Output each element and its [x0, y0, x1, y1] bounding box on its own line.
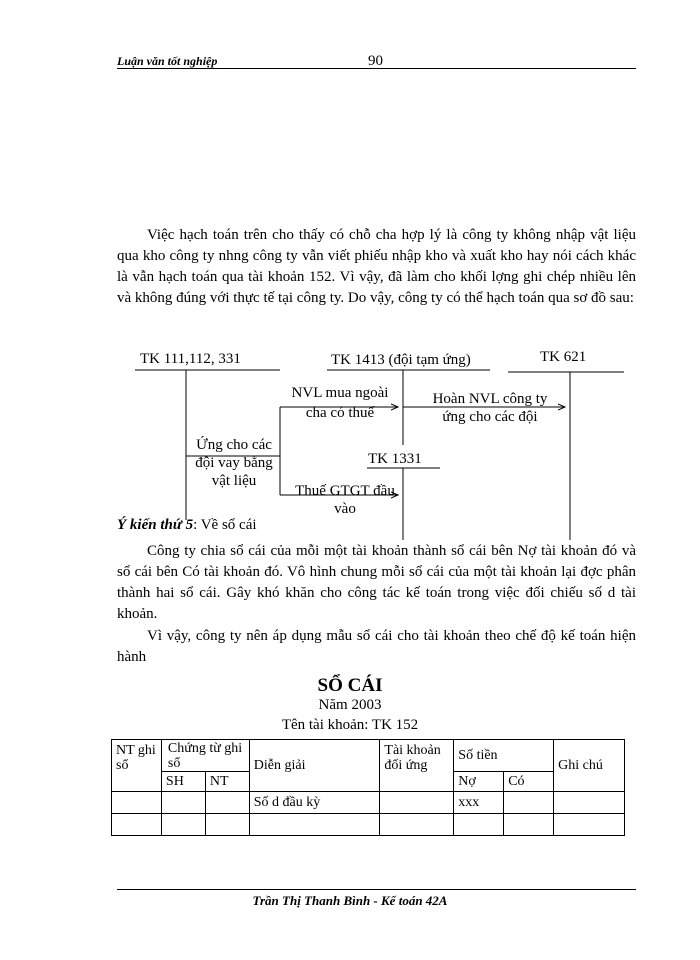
flow-nvl-line2: cha có thuế: [305, 405, 375, 421]
table-cell: [380, 792, 454, 814]
flow-ung-line3: vật liệu: [211, 473, 257, 489]
table-cell: [504, 792, 554, 814]
table-cell: [112, 814, 162, 836]
col-no: Nợ: [454, 772, 504, 792]
col-co: Có: [504, 772, 554, 792]
flow-hoan-label: [425, 390, 555, 426]
flow-thue-line1: Thuế GTGT đầu: [295, 483, 395, 499]
flow-ung-label: [188, 436, 280, 490]
col-nt-ghi-so: NT ghi sổ: [112, 740, 162, 792]
section-title: : Về sổ cái: [193, 517, 257, 533]
table-cell: [554, 814, 625, 836]
page-number: 90: [368, 53, 383, 69]
recommendation-paragraph: [117, 626, 636, 668]
paragraph-3: Vì vậy, công ty nên áp dụng mẫu sổ cái cho tài khoản theo chế độ kế toán hiện hành: [117, 628, 636, 665]
header-rule: [117, 68, 636, 69]
section-label: Ý kiến thứ 5: [117, 517, 194, 533]
col-so-tien: Số tiền: [454, 740, 554, 772]
header-title: Luận văn tốt nghiệp: [117, 54, 218, 68]
paragraph-2: Công ty chia sổ cái của mỗi một tài khoản thành sổ cái bên Nợ tài khoản đó và sổ cái bên Có tài khoản đó. Vô hình chung mỗi sổ cái của một tài khoản lại đợc phân thành hai sổ cái. Gây khó khăn cho công tác kế toán trong việc đối chiếu số d tài khoản.: [117, 543, 636, 622]
ledger-table: [111, 739, 625, 836]
flow-thue-label: [285, 482, 405, 518]
flow-thue-line2: vào: [334, 501, 356, 517]
col-tk-doi-ung: Tài khoản đối ứng: [380, 740, 454, 792]
intro-text: Việc hạch toán trên cho thấy có chỗ cha hợp lý là công ty không nhập vật liệu qua kho công ty nhng công ty vẫn viết phiếu nhập kho và xuất kho hay nói cách khác là vẫn hạch toán qua tài khoản 152. Vì vậy, đã làm cho khối lợng ghi chép nhiều lên và không đúng với thực tế tại công ty. Do vậy, công ty có thể hạch toán qua sơ đồ sau:: [117, 227, 636, 306]
table-row: [112, 792, 625, 814]
flow-nvl-line1: NVL mua ngoài: [291, 385, 389, 401]
tk1331-label: TK 1331: [368, 451, 422, 467]
col-sh: SH: [161, 772, 205, 792]
flow-nvl-label: [280, 384, 400, 422]
flow-ung-line1: Ứng cho các: [196, 437, 272, 453]
table-cell: [161, 814, 205, 836]
table-cell: [554, 792, 625, 814]
ledger-paragraph: [117, 541, 636, 625]
table-cell: [112, 792, 162, 814]
row1-dien-giai: Số d đầu kỳ: [249, 792, 380, 814]
col-nt: NT: [205, 772, 249, 792]
table-row: [112, 814, 625, 836]
col-ghi-chu: Ghi chú: [554, 740, 625, 792]
ledger-title: SỔ CÁI: [317, 675, 383, 696]
table-cell: [249, 814, 380, 836]
flow-hoan-line1: Hoàn NVL công ty: [432, 391, 548, 407]
tk111-label: TK 111,112, 331: [140, 351, 241, 367]
flow-hoan-line2: ứng cho các đội: [442, 409, 538, 425]
table-cell: [504, 814, 554, 836]
table-cell: [205, 792, 249, 814]
tk1413-label: TK 1413 (đội tạm ứng): [331, 352, 471, 368]
ledger-account: Tên tài khoản: TK 152: [281, 717, 419, 733]
row1-no: xxx: [454, 792, 504, 814]
ledger-header-row: [112, 740, 625, 772]
table-cell: [380, 814, 454, 836]
ledger-year: Năm 2003: [318, 697, 382, 713]
section-heading: [117, 517, 257, 534]
table-cell: [161, 792, 205, 814]
tk621-label: TK 621: [540, 349, 587, 365]
footer-author: Trần Thị Thanh Bình - Kế toán 42A: [252, 893, 448, 908]
footer-rule: [117, 889, 636, 890]
table-cell: [454, 814, 504, 836]
col-chung-tu: Chứng từ ghi sổ: [161, 740, 249, 772]
col-dien-giai: Diễn giải: [249, 740, 380, 792]
flow-ung-line2: đội vay bằng: [195, 455, 273, 471]
table-cell: [205, 814, 249, 836]
intro-paragraph: [117, 225, 636, 309]
